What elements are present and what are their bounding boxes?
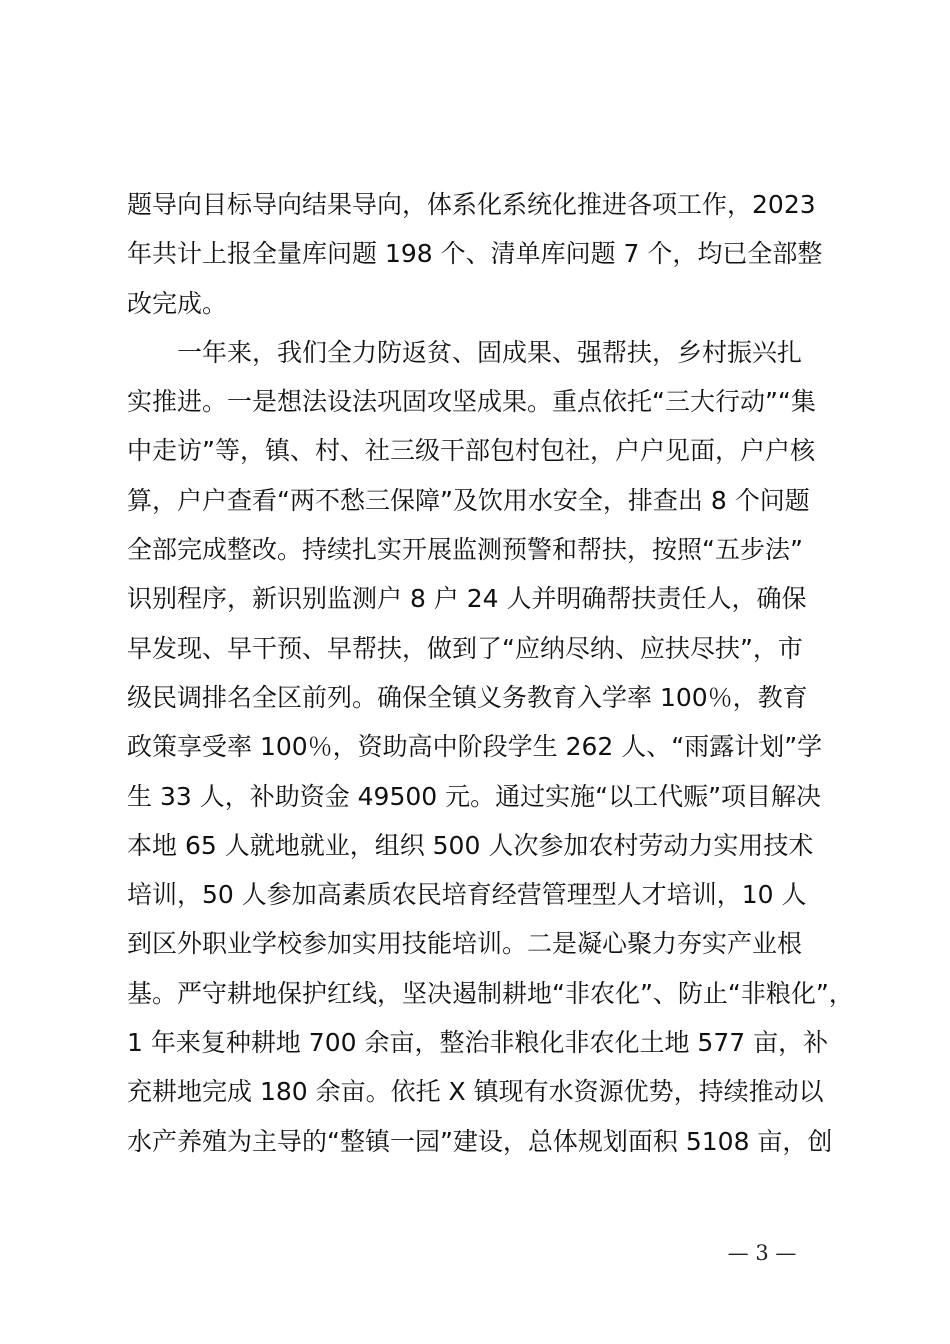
text-line: 识别程序，新识别监测户 8 户 24 人并明确帮扶责任人，确保 xyxy=(127,584,807,614)
text-line: 政策享受率 100％，资助高中阶段学生 262 人、“雨露计划”学 xyxy=(127,732,823,762)
text-line: 算，户户查看“两不愁三保障”及饮用水安全，排查出 8 个问题 xyxy=(127,485,810,515)
text-line: 早发现、早干预、早帮扶，做到了“应纳尽纳、应扶尽扶”，市 xyxy=(127,633,803,663)
text-line: 生 33 人，补助资金 49500 元。通过实施“以工代赈”项目解决 xyxy=(127,781,822,811)
text-line: 实推进。一是想法设法巩固攻坚成果。重点依托“三大行动”“集 xyxy=(127,387,816,417)
text-line: 全部完成整改。持续扎实开展监测预警和帮扶，按照“五步法” xyxy=(127,535,803,565)
text-line: 培训，50 人参加高素质农民培育经营管理型人才培训，10 人 xyxy=(127,880,807,910)
text-line: 1 年来复种耕地 700 余亩，整治非粮化非农化土地 577 亩，补 xyxy=(127,1028,829,1058)
page-number: — 3 — xyxy=(727,1241,797,1265)
body-text xyxy=(127,180,854,1166)
text-line: 中走访”等，镇、村、社三级干部包村包社，户户见面，户户核 xyxy=(127,436,815,466)
text-line: 水产养殖为主导的“整镇一园”建设，总体规划面积 5108 亩，创 xyxy=(127,1126,833,1156)
text-line: 本地 65 人就地就业，组织 500 人次参加农村劳动力实用技术 xyxy=(127,830,814,860)
paragraph-start-line: 一年来，我们全力防返贫、固成果、强帮扶，乡村振兴扎 xyxy=(127,337,803,367)
text-line: 到区外职业学校参加实用技能培训。二是凝心聚力夯实产业根 xyxy=(127,929,803,959)
text-line: 改完成。 xyxy=(127,288,228,318)
text-line: 基。严守耕地保护红线，坚决遏制耕地“非农化”、防止“非粮化”， xyxy=(127,978,854,1008)
text-line: 充耕地完成 180 余亩。依托 X 镇现有水资源优势，持续推动以 xyxy=(127,1077,824,1107)
text-line: 级民调排名全区前列。确保全镇义务教育入学率 100％，教育 xyxy=(127,682,808,712)
text-line: 年共计上报全量库问题 198 个、清单库问题 7 个，均已全部整 xyxy=(127,239,823,269)
text-line: 题导向目标导向结果导向，体系化系统化推进各项工作，2023 xyxy=(127,190,816,219)
